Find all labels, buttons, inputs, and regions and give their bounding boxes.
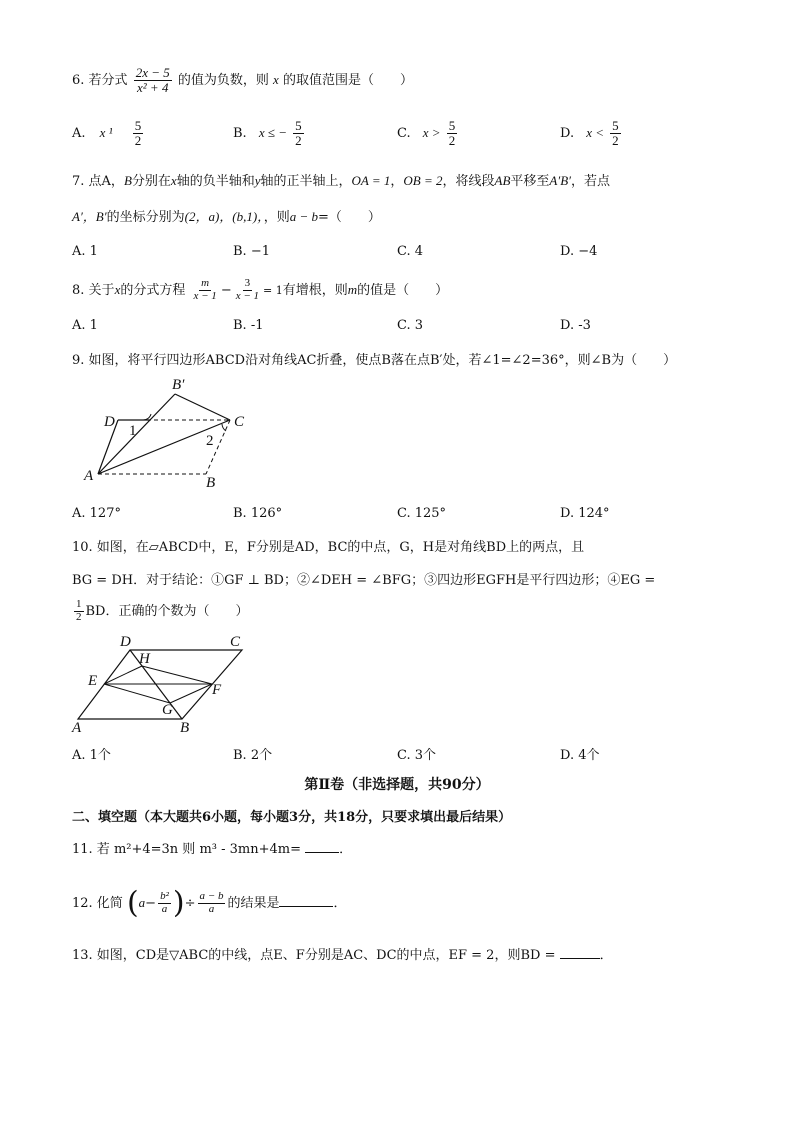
q9-label-a: A	[84, 468, 94, 484]
q6-pre: 若分式	[88, 73, 128, 88]
q6-option-a-den: 2	[134, 133, 142, 148]
q10-option-a[interactable]: A. 1个	[72, 748, 111, 763]
q7-line2-b: B′	[95, 209, 107, 224]
q10-line-3-text: BD．正确的个数为（ ）	[85, 604, 249, 619]
q9-angle-1-arc	[143, 414, 151, 420]
q6-var: x	[273, 72, 279, 87]
q8-fraction-2	[234, 278, 261, 302]
q6-option-c-frac	[447, 119, 458, 147]
q12-frac-c	[198, 891, 226, 915]
q9-label-b-prime: B′	[172, 377, 185, 393]
q6-option-d-letter: D.	[560, 126, 575, 141]
q6-option-c-den: 2	[448, 133, 456, 148]
q9-label-angle-1: 1	[129, 423, 137, 439]
q8-pre: 关于	[88, 283, 115, 298]
q12-answer-blank[interactable]	[279, 894, 333, 907]
q9-label-angle-2: 2	[206, 433, 214, 449]
q12-end: ．	[333, 896, 347, 911]
q8-f2-num: 3	[244, 277, 251, 290]
q7-text-g: 轴的正半轴上，	[260, 174, 352, 189]
q12-right-paren: )	[172, 885, 185, 921]
q8-mid: 的分式方程	[120, 283, 186, 298]
q6-option-b-frac	[293, 119, 304, 147]
q9-line-b1c	[175, 394, 230, 420]
q7-line2-c: 的坐标分别为	[106, 210, 185, 225]
q9-option-c[interactable]: C. 125°	[397, 506, 447, 521]
q8-option-b[interactable]: B. -1	[233, 318, 264, 333]
q8-stem	[72, 272, 448, 309]
q12-post: 的结果是	[227, 896, 280, 911]
q6-option-d-frac	[610, 119, 621, 147]
q6-fraction	[134, 66, 172, 94]
q6-option-c[interactable]	[397, 115, 459, 152]
q6-option-c-letter: C.	[397, 126, 411, 141]
q7-line-1	[72, 170, 610, 193]
q8-option-c[interactable]: C. 3	[397, 318, 424, 333]
q11	[72, 838, 352, 857]
q7-expr: a − b	[289, 209, 318, 224]
section-2-title: 第Ⅱ卷（非选择题，共90分）	[304, 777, 490, 793]
q8-option-d[interactable]: D. -3	[560, 318, 591, 333]
q7-line2-e: =（ ）	[317, 210, 381, 225]
q8-minus: −	[220, 283, 232, 298]
q8-f2-den: x − 1	[235, 290, 260, 302]
q8-f1-num: m	[201, 277, 210, 290]
q7-text-h: ，将线段	[442, 174, 495, 189]
q7-text-a: 点A，	[88, 174, 124, 189]
q10-line-3	[72, 596, 248, 628]
q7-oa: OA = 1	[351, 173, 391, 188]
q12	[72, 878, 346, 929]
q7-text-j: ，若点	[571, 174, 611, 189]
q13-end: ．	[599, 948, 613, 963]
q7-text-c: 分别在	[131, 174, 171, 189]
q9-figure	[80, 374, 255, 492]
q12-minus: −	[145, 896, 157, 911]
q10-half-den: 2	[76, 611, 82, 623]
q6-option-d-den: 2	[612, 133, 619, 148]
q10-label-a: A	[72, 720, 82, 736]
q10-label-d: D	[120, 634, 131, 650]
q7-text-i: 平移至	[510, 174, 550, 189]
q7-sep: ，	[390, 174, 404, 189]
q10-option-b[interactable]: B. 2个	[233, 748, 273, 763]
q7-option-c[interactable]: C. 4	[397, 244, 424, 259]
q10-option-c[interactable]: C. 3个	[397, 748, 437, 763]
q7-text-b: B	[123, 173, 132, 188]
q10-line-fg	[170, 684, 212, 703]
q6-option-a-letter: A.	[72, 126, 86, 141]
q6-option-b-num: 5	[295, 118, 302, 134]
q10-label-e: E	[88, 673, 98, 689]
q10-label-c: C	[230, 634, 241, 650]
q8-post-b: 的值是（ ）	[357, 283, 449, 298]
q7-text-f: y	[254, 173, 261, 188]
q6-option-d-lead: x <	[586, 125, 605, 140]
q10-line-2: BG = DH．对于结论：①GF ⊥ BD；②∠DEH = ∠BFG；③四边形EGFH是平行四边形；④EG =	[72, 573, 656, 588]
q11-end: ．	[339, 842, 353, 857]
q6-post-a: 的值为负数，则	[177, 73, 269, 88]
q12-left-paren: (	[126, 885, 139, 921]
q6-frac-den: x² + 4	[137, 80, 169, 95]
q10-label-h: H	[139, 651, 150, 667]
q9-option-b[interactable]: B. 126°	[233, 506, 283, 521]
q10-line-ge	[104, 684, 170, 703]
q12-b-num: b²	[160, 890, 169, 903]
q6-option-d-num: 5	[612, 118, 619, 134]
q9-stem: 9. 如图，将平行四边形ABCD沿对角线AC折叠，使点B落在点B′处，若∠1=∠2=36°，则∠B为（ ）	[72, 353, 677, 368]
q6-option-a[interactable]	[72, 115, 145, 152]
q10-label-g: G	[162, 702, 173, 718]
q7-line-2	[72, 206, 381, 229]
q7-option-d[interactable]: D. −4	[560, 244, 598, 259]
q8-f1-den: x − 1	[193, 290, 217, 302]
q11-answer-blank[interactable]	[305, 840, 339, 853]
q13	[72, 944, 613, 963]
q6-option-d[interactable]	[560, 115, 623, 152]
q12-c-num: a − b	[199, 890, 224, 903]
q13-answer-blank[interactable]	[560, 946, 600, 959]
q10-half-num: 1	[76, 598, 82, 611]
q7-option-a[interactable]: A. 1	[72, 244, 98, 259]
q10-line-eh	[104, 666, 142, 684]
q12-pre: 12. 化简	[72, 896, 123, 911]
q6-option-b[interactable]	[233, 115, 306, 152]
q6-option-a-frac	[133, 119, 144, 147]
q10-label-f: F	[212, 682, 222, 698]
q6-post-b: 的取值范围是（ ）	[282, 73, 413, 88]
q7-text-e: 轴的负半轴和	[176, 174, 255, 189]
q6-option-b-den: 2	[295, 133, 302, 148]
q12-a: a	[138, 895, 146, 910]
q10-half-fraction	[74, 599, 84, 623]
q10-figure	[70, 632, 250, 736]
q6-option-b-letter: B.	[233, 126, 247, 141]
q7-option-b[interactable]: B. −1	[233, 244, 270, 259]
q10-label-b: B	[180, 720, 190, 736]
part-2-heading: 二、填空题（本大题共6小题，每小题3分，共18分，只要求填出最后结果）	[72, 810, 512, 825]
q12-frac-b	[158, 891, 171, 915]
q10-option-d[interactable]: D. 4个	[560, 748, 600, 763]
q6-number: 6.	[72, 73, 85, 88]
q7-line2-d: ，则	[263, 210, 290, 225]
q7-coords: (2，a)，(b,1)，	[184, 209, 264, 224]
q8-number: 8.	[72, 283, 85, 298]
q12-b-den: a	[161, 903, 168, 915]
q12-div: ÷	[184, 896, 196, 911]
q12-c-den: a	[208, 903, 215, 915]
q7-number: 7.	[72, 174, 85, 189]
q9-label-b: B	[206, 475, 216, 491]
q6-option-c-lead: x >	[422, 125, 441, 140]
q6-option-a-num: 5	[134, 118, 142, 134]
q8-post-a: 有增根，则	[282, 283, 348, 298]
q6-frac-num: 2x − 5	[135, 65, 170, 81]
q9-label-c: C	[234, 414, 245, 430]
q11-text: 11. 若 m²+4=3n 则 m³ - 3mn+4m=	[72, 842, 301, 857]
q13-text: 13. 如图，CD是▽ABC的中线，点E、F分别是AC、DC的中点，EF = 2，则BD =	[72, 948, 556, 963]
q6-option-a-lead: x ¹	[99, 125, 113, 140]
q8-var: x	[114, 282, 121, 297]
q6-stem	[72, 62, 413, 99]
q7-ob: OB = 2	[403, 173, 443, 188]
q9-label-d: D	[104, 414, 115, 430]
q9-option-a[interactable]: A. 127°	[72, 506, 121, 521]
q10-line-hf	[142, 666, 212, 684]
q6-option-b-lead: x ≤ −	[258, 125, 288, 140]
q8-var-m: m	[347, 282, 358, 297]
q7-ab: AB	[494, 173, 511, 188]
q8-option-a[interactable]: A. 1	[72, 318, 98, 333]
q6-option-c-num: 5	[448, 118, 456, 134]
q9-angle-2-arc	[222, 424, 226, 431]
q7-ab-prime: A′B′	[549, 173, 571, 188]
q8-fraction-1	[192, 278, 219, 302]
q7-line2-a: A′，	[72, 209, 96, 224]
q10-line-1: 10. 如图，在▱ABCD中，E，F分别是AD，BC的中点，G，H是对角线BD上的两点，且	[72, 540, 585, 555]
q9-line-ab1	[98, 394, 175, 474]
q8-eq: = 1	[263, 284, 283, 297]
q7-text-d: x	[170, 173, 177, 188]
q9-option-d[interactable]: D. 124°	[560, 506, 610, 521]
